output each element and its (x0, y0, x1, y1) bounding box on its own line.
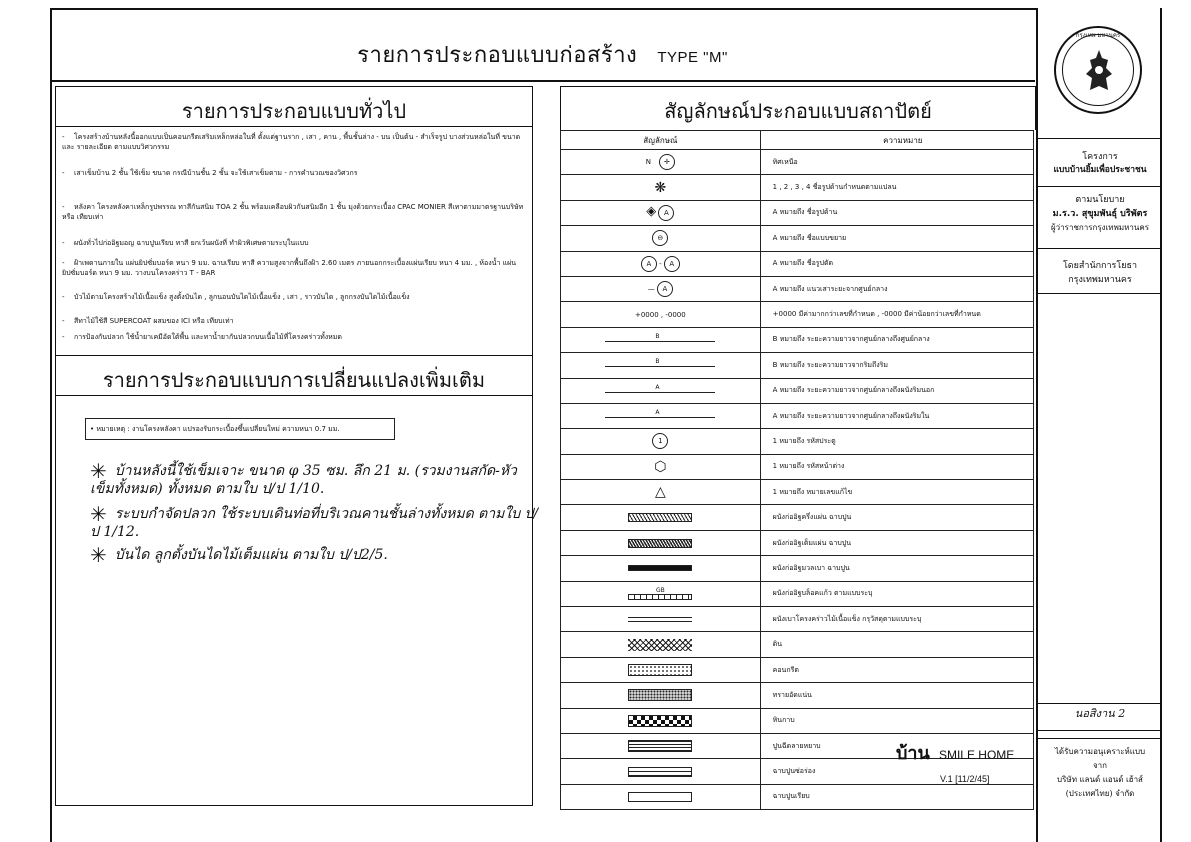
legend-meaning: ฉาบปูนซ่อร่อง (760, 759, 1033, 784)
legend-meaning: ทิศเหนือ (760, 150, 1033, 175)
legend-row (561, 784, 1034, 809)
detail-marker-icon: ⊖ (652, 230, 668, 246)
legend-symbol (561, 683, 761, 708)
legend-symbol (561, 632, 761, 657)
gridline-marker-icon: A (657, 281, 673, 297)
general-item-text: หลังคา โครงหลังคาเหล็กรูปพรรณ ทาสีกันสนิม TOA 2 ชั้น พร้อมเคลือบผิวกันสนิมอีก 1 ชั้น มุงด้วยกระเบื้อง CPAC MONIER สีเทาตามมาตรฐานบริษัท หรือ เทียบเท่า (62, 203, 524, 221)
bullet-dash: - (62, 133, 65, 141)
legend-row (561, 200, 1034, 225)
sidebar-divider (1038, 730, 1162, 731)
legend-meaning: ฉาบปูนเรียบ (760, 784, 1033, 809)
hatch-heavy-swatch (628, 539, 692, 548)
legend-symbol (561, 327, 761, 352)
general-item (62, 202, 532, 222)
hatch-light-swatch (628, 513, 692, 522)
dimension-line-icon: A (605, 417, 715, 418)
level-text: +0000 , -0000 (634, 310, 686, 319)
asterisk-icon: ✳ (90, 459, 107, 483)
sidebar-divider (1038, 738, 1162, 739)
grooved-plaster-swatch (628, 767, 692, 777)
legend-row (561, 353, 1034, 378)
legend-meaning: หินกาบ (760, 708, 1033, 733)
hand-note-1-text: บ้านหลังนี้ใช้เข็มเจาะ ขนาด φ 35 ซม. ลึก 21 ม. (รวมงานสกัด-หัวเข็มทั้งหมด) ทั้งหมด ตามใบ ป/ป 1/10. (90, 463, 517, 497)
legend-symbol (561, 708, 761, 733)
legend-col-meaning: ความหมาย (760, 131, 1033, 150)
title-type: TYPE "M" (657, 49, 728, 66)
general-heading-rule (55, 126, 533, 127)
general-item (62, 168, 532, 178)
bullet-dash: - (62, 259, 65, 267)
legend-symbol: — A (561, 276, 761, 301)
legend-row (561, 480, 1034, 505)
sidebar-divider (1038, 186, 1162, 187)
legend-symbol (561, 657, 761, 682)
legend-symbol (561, 454, 761, 479)
legend-meaning: A หมายถึง แนวเสาระยะจากศูนย์กลาง (760, 276, 1033, 301)
earth-swatch (628, 639, 692, 651)
legend-meaning: A หมายถึง ชื่อรูปด้าน (760, 200, 1033, 225)
legend-row (561, 708, 1034, 733)
bullet-dash: - (62, 293, 65, 301)
legend-meaning: B หมายถึง ระยะความยาวจากริมถึงริม (760, 353, 1033, 378)
glass-block-swatch: GB (628, 587, 692, 601)
bullet-dash: - (62, 239, 65, 247)
concrete-swatch (628, 664, 692, 676)
general-item (62, 332, 532, 342)
revision-tag-icon: △ (654, 484, 666, 501)
general-item-text: ผนังทั่วไปก่ออิฐมอญ ฉาบปูนเรียบ ทาสี ยกเว้นผนังที่ ทำผิวพิเศษตามระบุในแบบ (74, 239, 309, 247)
support-line-1: ได้รับความอนุเคราะห์แบบ (1054, 747, 1146, 756)
policy-role: ผู้ว่าราชการกรุงเทพมหานคร (1050, 223, 1149, 232)
legend-col-symbol: สัญลักษณ์ (561, 131, 761, 150)
legend-meaning: ผนังก่ออิฐครึ่งแผ่น ฉาบปูน (760, 505, 1033, 530)
legend-meaning: B หมายถึง ระยะความยาวจากศูนย์กลางถึงศูนย์กลาง (760, 327, 1033, 352)
legend-symbol (561, 530, 761, 555)
general-item-text: สีทาไม้ใช้สี SUPERCOAT ผสมของ ICI หรือ เทียบเท่า (74, 317, 234, 325)
legend-row (561, 302, 1034, 327)
support-line-4: (ประเทศไทย) จำกัด (1065, 789, 1135, 798)
legend-symbol (561, 200, 761, 225)
legend-row (561, 150, 1034, 175)
project-name: แบบบ้านยิ้มเพื่อประชาชน (1053, 165, 1147, 175)
bma-logo (1054, 26, 1142, 114)
legend-symbol (561, 353, 761, 378)
legend-symbol (561, 784, 761, 809)
general-item-text: เสาเข็มบ้าน 2 ชั้น ใช้เข็ม ขนาด กรณีบ้านชั้น 2 ชั้น จะใช้เสาเข็มตาม - การคำนวณของวิศวกร (74, 169, 358, 177)
hand-note-3-text: บันได ลูกตั้งบันไดไม้เต็มแผ่น ตามใบ ป/ป2/5. (114, 547, 388, 563)
general-item-text: บัวไม้ตามโครงสร้างไม้เนื้อแข็ง สูงตั้งบันได , ลูกนอนบันไดไม้เนื้อแข็ง , เสา , ราวบันได , ลูกกรงบันไดไม้เนื้อแข็ง (74, 293, 410, 301)
legend-row (561, 454, 1034, 479)
sidebar-divider (1038, 248, 1162, 249)
hand-note-3 (90, 543, 540, 567)
sheet-title (50, 30, 1035, 82)
knot-icon: ❋ (654, 179, 667, 196)
sheet-number: นอสิงาน 2 (1074, 707, 1126, 720)
legend-row (561, 175, 1034, 200)
stone-swatch (628, 715, 692, 727)
elevation-letter: A (658, 205, 674, 221)
sidebar-divider (1038, 293, 1162, 294)
legend-meaning: ปูนฉีดลายหยาบ (760, 733, 1033, 758)
project-stamp (896, 738, 1026, 767)
indra-figure-icon (1078, 48, 1120, 94)
general-item (62, 258, 532, 278)
door-tag-icon: 1 (652, 433, 668, 449)
legend-meaning: ดิน (760, 632, 1033, 657)
legend-row (561, 556, 1034, 581)
legend-row (561, 276, 1034, 301)
legend-meaning: 1 หมายถึง หมายเลขแก้ไข (760, 480, 1033, 505)
legend-meaning: ผนังก่ออิฐบล็อคแก้ว ตามแบบระบุ (760, 581, 1033, 606)
north-arrow-icon: ✛ (659, 154, 675, 170)
legend-row (561, 429, 1034, 454)
legend-row (561, 607, 1034, 632)
support-line-2: จาก (1092, 761, 1108, 770)
legend-row (561, 251, 1034, 276)
bullet-dash: - (62, 317, 65, 325)
legend-symbol (561, 556, 761, 581)
legend-row (561, 657, 1034, 682)
legend-row (561, 683, 1034, 708)
legend-meaning: ผนังก่ออิฐมวลเบา ฉาบปูน (760, 556, 1033, 581)
project-label: โครงการ (1082, 152, 1118, 162)
legend-symbol (561, 175, 761, 200)
legend-table (560, 130, 1034, 810)
by-name: กรุงเทพมหานคร (1068, 275, 1132, 285)
general-panel (55, 86, 533, 806)
legend-row (561, 226, 1034, 251)
legend-row (561, 581, 1034, 606)
legend-header-row (561, 131, 1034, 150)
change-heading: รายการประกอบแบบการเปลี่ยนแปลงเพิ่มเติม (102, 368, 486, 392)
rough-plaster-swatch (628, 740, 692, 752)
elevation-marker-icon: ◈ (646, 204, 657, 220)
stamp-version: V.1 [11/2/45] (940, 774, 990, 784)
general-item (62, 132, 532, 152)
legend-meaning: ผนังเบาโครงคร่าวไม้เนื้อแข็ง กรุวัสดุตามแบบระบุ (760, 607, 1033, 632)
legend-meaning: A หมายถึง ระยะความยาวจากศูนย์กลางถึงผนังริมใน (760, 403, 1033, 428)
legend-row (561, 632, 1034, 657)
section-marker-icon: A (641, 256, 657, 272)
dimension-line-icon: B (605, 366, 715, 367)
bma-logo-text: กรุงเทพ มหานคร (1075, 32, 1121, 39)
legend-row (561, 505, 1034, 530)
legend-meaning: A หมายถึง ชื่อรูปตัด (760, 251, 1033, 276)
change-rule-bottom (55, 395, 533, 396)
solid-swatch (628, 565, 692, 571)
bullet-dash: - (62, 203, 65, 211)
north-label: N (645, 158, 651, 167)
support-line-3: บริษัท แลนด์ แอนด์ เฮ้าส์ (1057, 775, 1143, 784)
general-heading: รายการประกอบแบบทั่วไป (181, 99, 407, 123)
legend-symbol (561, 759, 761, 784)
sand-swatch (628, 689, 692, 701)
legend-meaning: A หมายถึง ระยะความยาวจากศูนย์กลางถึงผนังริมนอก (760, 378, 1033, 403)
double-line-swatch (628, 617, 692, 622)
legend-row (561, 530, 1034, 555)
hand-note-1 (90, 459, 540, 498)
note-box: • หมายเหตุ : งานโครงหลังคา แปรองรับกระเบื้องซึ้นเปลี่ยนใหม่ ความหนา 0.7 มม. (85, 418, 395, 440)
sidebar-divider (1038, 138, 1162, 139)
legend-meaning: ทรายอัดแน่น (760, 683, 1033, 708)
legend-symbol (561, 378, 761, 403)
legend-symbol (561, 505, 761, 530)
legend-meaning: A หมายถึง ชื่อแบบขยาย (760, 226, 1033, 251)
dimension-line-icon: B (605, 341, 715, 342)
legend-symbol (561, 226, 761, 251)
legend-row (561, 327, 1034, 352)
legend-meaning: 1 หมายถึง รหัสหน้าต่าง (760, 454, 1033, 479)
asterisk-icon: ✳ (90, 502, 107, 526)
policy-label: ตามนโยบาย (1075, 195, 1125, 205)
legend-symbol (561, 581, 761, 606)
legend-symbol (561, 480, 761, 505)
legend-symbol: A - A (561, 251, 761, 276)
hand-note-2-text: ระบบกำจัดปลวก ใช้ระบบเดินท่อที่บริเวณคานชั้นล่างทั้งหมด ตามใบ ป/ป 1/12. (90, 506, 539, 540)
legend-heading: สัญลักษณ์ประกอบแบบสถาปัตย์ (664, 99, 932, 123)
title-block (1036, 8, 1162, 842)
change-rule-top (55, 355, 533, 356)
general-item (62, 292, 532, 302)
title-main: รายการประกอบแบบก่อสร้าง (357, 43, 638, 68)
legend-meaning: คอนกรีต (760, 657, 1033, 682)
legend-row (561, 378, 1034, 403)
legend-symbol (561, 733, 761, 758)
bullet-dash: - (62, 333, 65, 341)
plain-plaster-swatch (628, 792, 692, 802)
legend-meaning: ผนังก่ออิฐเต็มแผ่น ฉาบปูน (760, 530, 1033, 555)
window-tag-icon: ⬡ (654, 458, 667, 475)
hand-note-2 (90, 502, 540, 541)
by-label: โดยสำนักการโยธา (1062, 261, 1138, 271)
legend-symbol (561, 403, 761, 428)
legend-symbol (561, 607, 761, 632)
legend-meaning: 1 , 2 , 3 , 4 ชื่อรูปด้านกำหนดตามแปลน (760, 175, 1033, 200)
dimension-line-icon: A (605, 392, 715, 393)
general-item-text: ฝ้าเพดานภายใน แผ่นยิปซั่มบอร์ด หนา 9 มม. ฉาบเรียบ ทาสี ความสูงจากพื้นถึงฝ้า 2.60 เมตร ภายนอกกระเบื้องแผ่นเรียบ หนา 4 มม. , ห้องน้ำ แผ่นยิปซั่มบอร์ด หนา 9 มม. วางบนโครงคร่าว T - BAR (62, 259, 517, 277)
section-marker-icon: A (664, 256, 680, 272)
legend-meaning: 1 หมายถึง รหัสประตู (760, 429, 1033, 454)
legend-symbol (561, 302, 761, 327)
legend-meaning: +0000 มีค่ามากกว่าเลขที่กำหนด , -0000 มีค่าน้อยกว่าเลขที่กำหนด (760, 302, 1033, 327)
policy-name: ม.ร.ว. สุขุมพันธุ์ บริพัตร (1052, 209, 1148, 219)
legend-row (561, 403, 1034, 428)
legend-symbol (561, 429, 761, 454)
general-item-text: โครงสร้างบ้านหลังนี้ออกแบบเป็นคอนกรีตเสริมเหล็กหล่อในที่ ตั้งแต่ฐานราก , เสา , คาน , พื้นชั้นล่าง - บน เป็นต้น - สำเร็จรูป บางส่วนหล่อในที่ ขนาด และ รายละเอียด ตามแบบวิศวกรรม (62, 133, 521, 151)
general-item (62, 316, 532, 326)
bullet-dash: - (62, 169, 65, 177)
legend-symbol (561, 150, 761, 175)
general-item-text: การป้องกันปลวก ใช้น้ำยาเคมีอัดใต้พื้น และทาน้ำยากันปลวกบนเนื้อไม้ที่โครงคร่าวทั้งหมด (74, 333, 342, 341)
stamp-house: บ้าน (896, 743, 930, 764)
stamp-name: SMILE HOME (938, 748, 1015, 762)
asterisk-icon: ✳ (90, 543, 107, 567)
general-item (62, 238, 532, 248)
sidebar-divider (1038, 703, 1162, 704)
